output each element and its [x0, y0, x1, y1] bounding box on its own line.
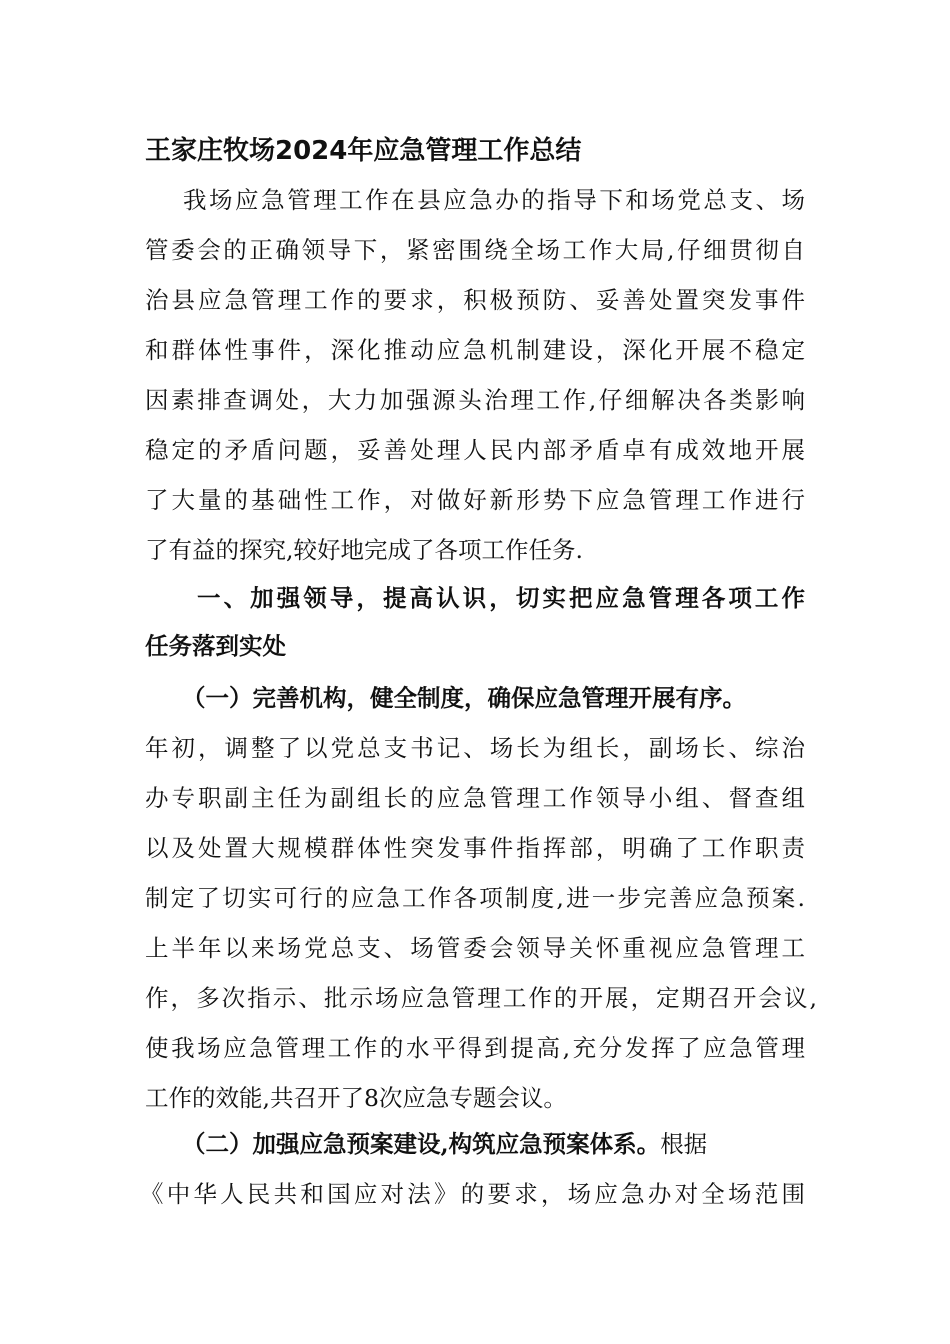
sub2-heading: （二）加强应急预案建设,构筑应急预案体系。	[182, 1130, 661, 1158]
sub1-line-5: 上半年以来场党总支、场管委会领导关怀重视应急管理工	[145, 934, 805, 962]
intro-line-6: 稳定的矛盾问题，妥善处理人民内部矛盾卓有成效地开展	[145, 436, 805, 464]
intro-line-2: 管委会的正确领导下，紧密围绕全场工作大局,仔细贯彻自	[145, 236, 805, 264]
sub2-heading-line	[182, 1119, 805, 1169]
sub1-line-3: 以及处置大规模群体性突发事件指挥部，明确了工作职责	[145, 834, 805, 862]
intro-line-1: 我场应急管理工作在县应急办的指导下和场党总支、场	[183, 186, 805, 214]
section1-heading-line-2: 任务落到实处	[145, 632, 286, 660]
intro-line-5: 因素排查调处，大力加强源头治理工作,仔细解决各类影响	[145, 386, 805, 414]
intro-line-4: 和群体性事件，深化推动应急机制建设，深化开展不稳定	[145, 336, 805, 364]
intro-line-3: 治县应急管理工作的要求，积极预防、妥善处置突发事件	[145, 286, 805, 314]
sub2-heading-tail: 根据	[660, 1130, 708, 1158]
sub2-line-1: 《中华人民共和国应对法》的要求，场应急办对全场范围	[140, 1180, 805, 1208]
sub1-line-2: 办专职副主任为副组长的应急管理工作领导小组、督查组	[145, 784, 805, 812]
sub1-line-4: 制定了切实可行的应急工作各项制度,进一步完善应急预案.	[145, 884, 805, 912]
intro-line-8: 了有益的探究,较好地完成了各项工作任务.	[145, 536, 583, 564]
sub1-line-1: 年初，调整了以党总支书记、场长为组长，副场长、综治	[145, 734, 805, 762]
sub1-line-6: 作，多次指示、批示场应急管理工作的开展，定期召开会议,	[145, 984, 817, 1012]
sub1-heading: （一）完善机构，健全制度，确保应急管理开展有序。	[182, 684, 746, 712]
intro-line-7: 了大量的基础性工作，对做好新形势下应急管理工作进行	[145, 486, 805, 514]
sub1-line-8: 工作的效能,共召开了8次应急专题会议。	[145, 1084, 567, 1112]
document-title: 王家庄牧场2024年应急管理工作总结	[145, 136, 582, 166]
section1-heading-line-1: 一、加强领导，提高认识，切实把应急管理各项工作	[197, 584, 805, 612]
sub1-line-7: 使我场应急管理工作的水平得到提高,充分发挥了应急管理	[145, 1034, 805, 1062]
